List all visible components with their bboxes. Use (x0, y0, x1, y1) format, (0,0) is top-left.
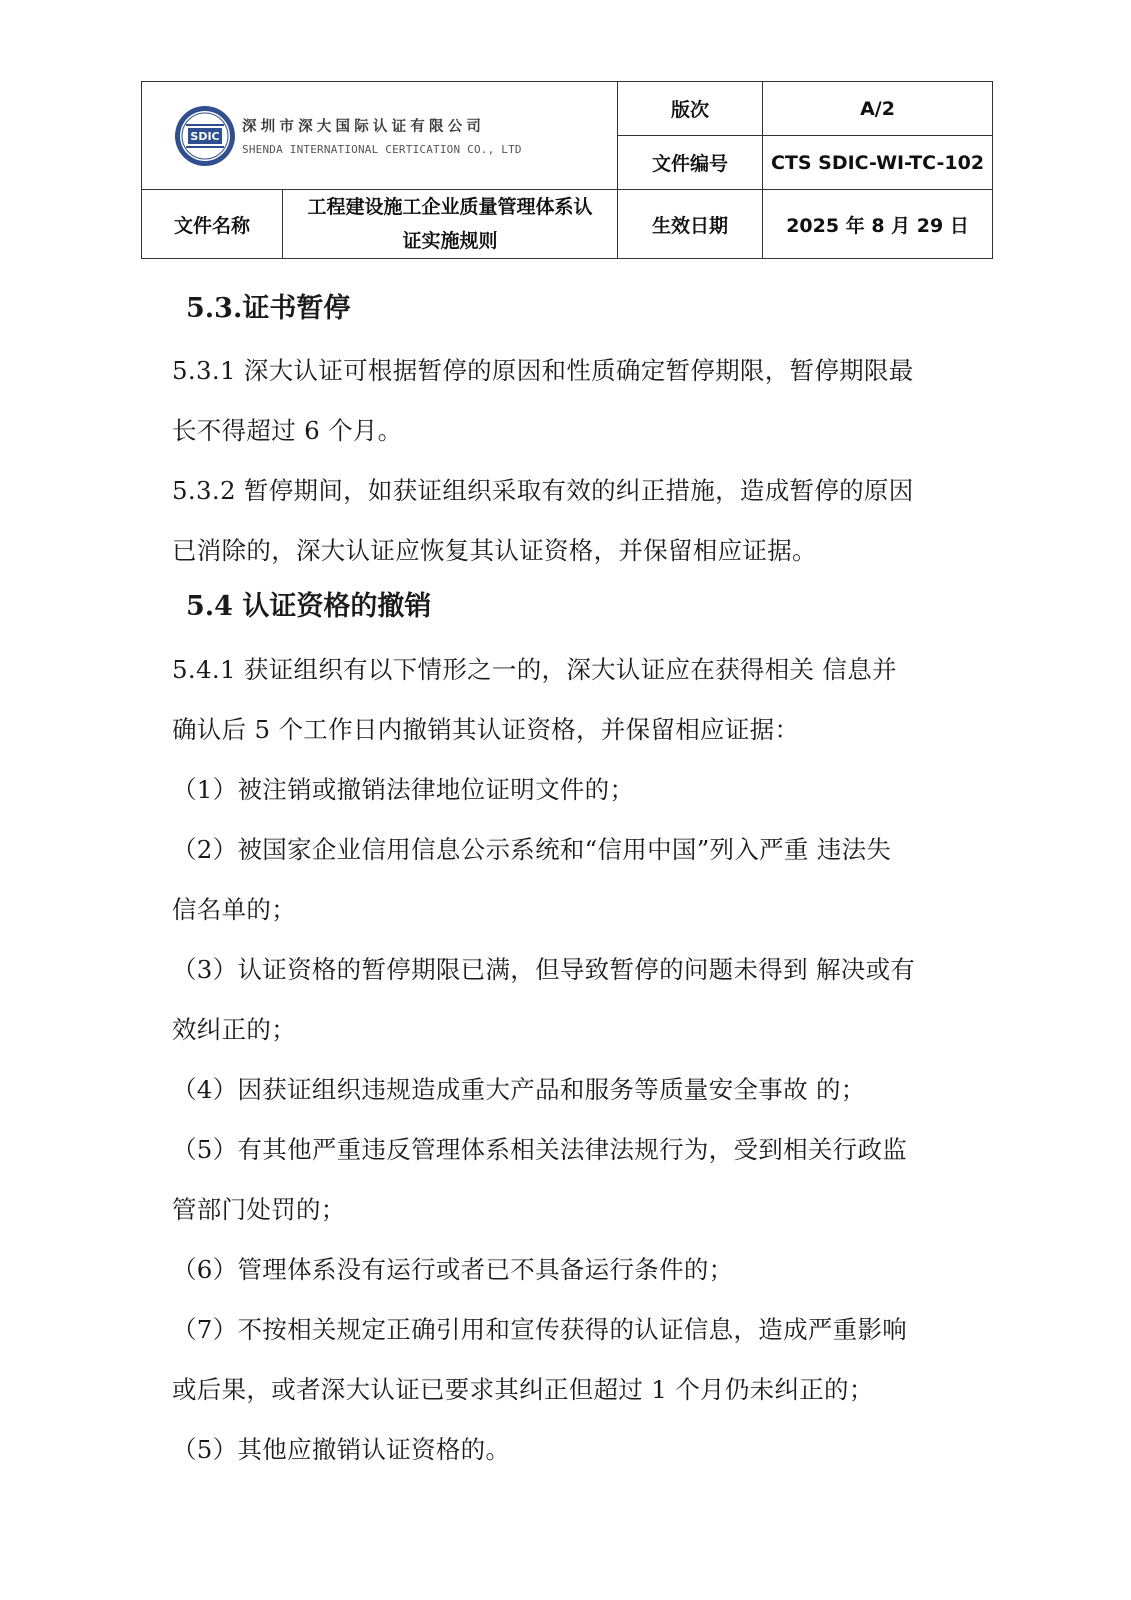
svg-text:SDIC: SDIC (190, 129, 220, 143)
date-value: 2025 年 8 月 29 日 (763, 190, 993, 259)
para-5-4-1-line-1: 5.4.1 获证组织有以下情形之一的，深大认证应在获得相关 信息并 (172, 655, 897, 684)
sdic-logo-icon (174, 105, 236, 167)
document-header-table (141, 81, 993, 259)
list-item-8: （5）其他应撤销认证资格的。 (172, 1435, 511, 1464)
list-item-7-line-2: 或后果，或者深大认证已要求其纠正但超过 1 个月仍未纠正的； (172, 1375, 874, 1404)
version-label: 版次 (618, 82, 763, 136)
company-logo-cell (142, 82, 618, 190)
docname-value (283, 190, 618, 259)
company-name-cn: 深圳市深大国际认证有限公司 (242, 119, 486, 135)
list-item-5-line-1: （5）有其他严重违反管理体系相关法律法规行为，受到相关行政监 (172, 1135, 908, 1164)
date-label: 生效日期 (618, 190, 763, 259)
list-item-3-line-1: （3）认证资格的暂停期限已满，但导致暂停的问题未得到 解决或有 (172, 955, 916, 984)
heading-5-4: 5.4 认证资格的撤销 (186, 591, 432, 622)
para-5-3-1-line-1: 5.3.1 深大认证可根据暂停的原因和性质确定暂停期限，暂停期限最 (172, 356, 914, 385)
docname-line-1: 工程建设施工企业质量管理体系认 (307, 196, 593, 218)
list-item-6: （6）管理体系没有运行或者已不具备运行条件的； (172, 1255, 734, 1284)
para-5-3-2-line-1: 5.3.2 暂停期间，如获证组织采取有效的纠正措施，造成暂停的原因 (172, 476, 914, 505)
para-5-3-1-line-2: 长不得超过 6 个月。 (172, 416, 403, 445)
para-5-4-1-line-2: 确认后 5 个工作日内撤销其认证资格，并保留相应证据： (172, 715, 800, 744)
list-item-7-line-1: （7）不按相关规定正确引用和宣传获得的认证信息，造成严重影响 (172, 1315, 908, 1344)
company-name-en: SHENDA INTERNATIONAL CERTICATION CO., LTD (242, 143, 522, 156)
list-item-4: （4）因获证组织违规造成重大产品和服务等质量安全事故 的； (172, 1075, 866, 1104)
list-item-3-line-2: 效纠正的； (172, 1015, 296, 1044)
docname-line-2: 证实施规则 (402, 230, 498, 252)
para-5-3-2-line-2: 已消除的，深大认证应恢复其认证资格，并保留相应证据。 (172, 536, 817, 565)
docno-value: CTS SDIC-WI-TC-102 (763, 136, 993, 190)
heading-5-3: 5.3.证书暂停 (186, 293, 351, 324)
list-item-5-line-2: 管部门处罚的； (172, 1195, 346, 1224)
list-item-2-line-2: 信名单的； (172, 895, 296, 924)
list-item-2-line-1: （2）被国家企业信用信息公示系统和“信用中国”列入严重 违法失 (172, 835, 892, 864)
version-value: A/2 (763, 82, 993, 136)
docno-label: 文件编号 (618, 136, 763, 190)
list-item-1: （1）被注销或撤销法律地位证明文件的； (172, 775, 635, 804)
docname-label: 文件名称 (142, 190, 283, 259)
